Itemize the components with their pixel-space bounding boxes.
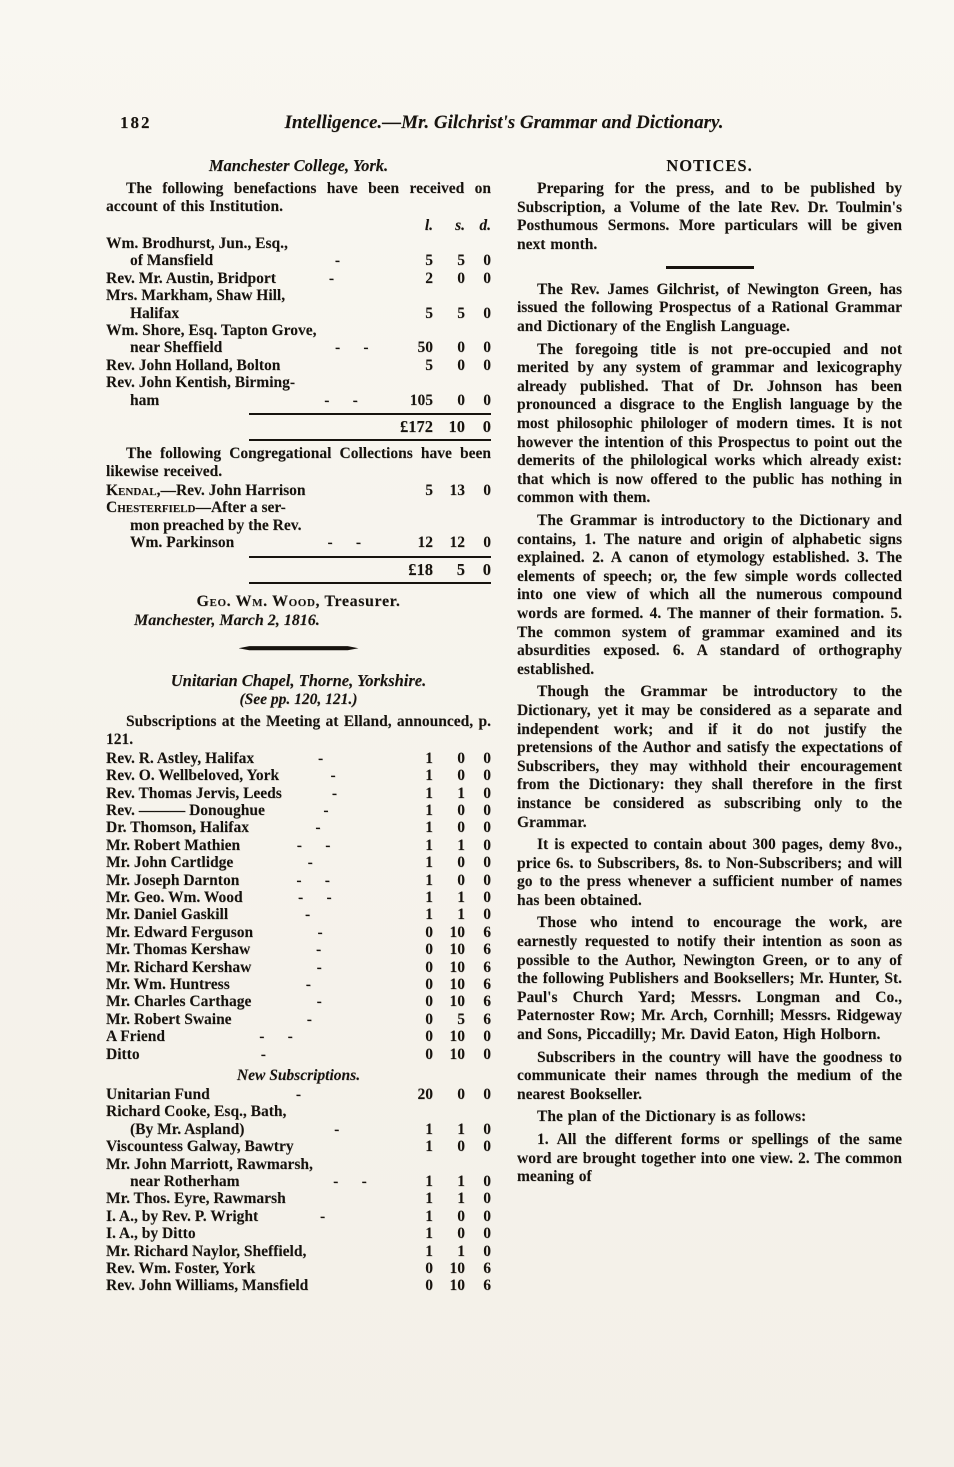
dash-leader: -	[334, 1120, 340, 1138]
amount-pence: 0	[483, 1242, 491, 1260]
body-paragraph: The Rev. James Gilchrist, of Newington Green, has issued the following Prospectus of a Rational Grammar and Dictionary of the English Language.	[517, 280, 902, 336]
amount-shillings: 1	[457, 784, 465, 802]
table-row	[106, 1190, 491, 1207]
body-paragraph: The Grammar is introductory to the Dictionary and contains, 1. The nature and origin of alphabetic signs explained. 2. A canon of etymology established. 3. The elements of speech; or, the few simple words collected into one view of which all the numerous compound words are formed. 4. The manner of their formation. 5. The common system of grammar examined and its absurdities exposed. 6. A standard of orthography established.	[517, 512, 902, 678]
dash-leader: -	[315, 819, 321, 837]
dash-leader: -	[317, 749, 324, 767]
amount-shillings: 0	[457, 1138, 465, 1156]
amount-pence: 0	[483, 252, 491, 270]
collection-name: Kendal,—Rev. John Harrison	[106, 482, 306, 500]
amount-pounds: 20	[417, 1086, 433, 1103]
table-row	[106, 750, 491, 767]
collection-name: Chesterfield—After a ser- mon preached by the Rev. Wm. Parkinson	[106, 499, 302, 552]
amount-shillings: 1	[457, 836, 465, 854]
amount-pence: 0	[483, 356, 491, 374]
amount-shillings: 5	[457, 1010, 465, 1028]
dash-leader: - -	[259, 1028, 293, 1046]
subscriber-name: Rev. Wm. Foster, York	[106, 1260, 256, 1278]
table-row	[106, 802, 491, 819]
subscriber-name: Mr. Daniel Gaskill	[106, 906, 229, 924]
amount-pounds: 1	[425, 836, 433, 854]
amount-pounds: 1	[425, 1138, 433, 1156]
total-pence: 0	[482, 559, 491, 579]
amount-pounds: 2	[425, 269, 433, 287]
dash-leader: -	[316, 993, 322, 1011]
section-heading-manchester-college: Manchester College, York.	[208, 156, 389, 175]
body-paragraph: The foregoing title is not pre-occupied and not merited by any system of grammar and lexicography already published. That of Dr. Johnson has been pronounced a disgrace to the English language by the most philosophic philologer of modern times. It is not however the intention of this Prospectus to point out the demerits of the philological works which already exist: that which is now offered to the public has nothing in common with them.	[517, 340, 902, 507]
amount-pence: 0	[483, 871, 491, 889]
amount-shillings: 1	[457, 906, 465, 924]
subscriber-name: Ditto	[106, 1045, 140, 1063]
benefactor-name: Rev. John Holland, Bolton	[106, 356, 281, 374]
dash-leader: -	[331, 784, 337, 802]
dash-leader: -	[316, 941, 322, 959]
notice-divider	[666, 266, 754, 269]
dash-leader: -	[320, 1207, 326, 1225]
amount-pence: 6	[483, 1260, 491, 1278]
table-row	[106, 976, 491, 993]
amount-pence: 0	[483, 801, 491, 819]
amount-shillings: 10	[449, 1260, 465, 1278]
amount-pounds: 1	[425, 1190, 433, 1208]
benefactor-name: Mrs. Markham, Shaw Hill, Halifax	[106, 287, 286, 322]
amount-pence: 0	[483, 1045, 491, 1063]
table-row	[106, 854, 491, 871]
table-row	[106, 499, 491, 551]
chapel-intro: Subscriptions at the Meeting at Elland, announced, p. 121.	[106, 712, 491, 748]
subscriber-name: Rev. R. Astley, Halifax	[106, 749, 255, 767]
amount-shillings: 0	[457, 1086, 465, 1103]
table-row	[106, 924, 491, 941]
amount-shillings: 10	[449, 923, 465, 941]
dateline: Manchester, March 2, 1816.	[134, 611, 320, 629]
subscriber-name: Mr. John Marriott, Rawmarsh, near Rotherham	[106, 1155, 313, 1191]
amount-pence: 6	[483, 1010, 491, 1028]
amount-pence: 0	[483, 1190, 491, 1208]
amount-shillings: 0	[457, 339, 465, 357]
amount-shillings: 1	[457, 1120, 465, 1138]
dash-leader: - -	[296, 871, 330, 889]
table-row	[106, 1086, 491, 1103]
treasurer-signature: Geo. Wm. Wood, Treasurer.	[196, 592, 401, 610]
amount-pounds: 105	[409, 391, 433, 409]
amount-pence: 0	[483, 854, 491, 872]
subscriber-name: Mr. Edward Ferguson	[106, 923, 254, 941]
dash-leader: -	[317, 923, 323, 941]
amount-pounds: 12	[417, 534, 433, 552]
two-column-layout	[0, 134, 954, 1295]
amount-shillings: 0	[457, 269, 465, 287]
benefactor-name: Rev. Mr. Austin, Bridport	[106, 269, 276, 287]
table-row	[106, 1260, 491, 1277]
amount-pounds: 0	[425, 1028, 433, 1046]
total-pounds: £18	[408, 559, 433, 579]
subscriber-name: Dr. Thomson, Halifax	[106, 819, 249, 837]
amount-pence: 0	[483, 906, 491, 924]
amount-shillings: 0	[457, 854, 465, 872]
table-row	[106, 482, 491, 499]
amount-pounds: 1	[425, 906, 433, 924]
amount-pounds: 0	[425, 1260, 433, 1278]
pence-col-label: d.	[479, 217, 491, 234]
amount-pounds: 1	[425, 1207, 433, 1225]
dash-leader: - -	[334, 339, 369, 357]
table-row	[106, 322, 491, 357]
running-title: Intelligence.—Mr. Gilchrist's Grammar and Dictionary.	[284, 112, 724, 133]
amount-shillings: 10	[449, 993, 465, 1011]
table-row	[106, 819, 491, 836]
dash-leader: -	[307, 854, 313, 872]
amount-pence: 0	[483, 767, 491, 785]
table-row	[106, 837, 491, 854]
amount-shillings: 0	[457, 391, 465, 409]
table-row	[106, 270, 491, 287]
amount-shillings: 5	[457, 252, 465, 270]
dash-leader: - -	[298, 888, 332, 906]
amount-shillings: 13	[449, 482, 465, 500]
body-paragraph: The plan of the Dictionary is as follows:	[537, 1108, 807, 1126]
right-column	[517, 156, 902, 1295]
benefactor-name: Wm. Shore, Esq. Tapton Grove, near Sheffield	[106, 322, 317, 357]
table-row	[106, 872, 491, 889]
table-row	[106, 959, 491, 976]
amount-pence: 0	[483, 784, 491, 802]
table-row	[106, 993, 491, 1010]
amount-shillings: 0	[457, 801, 465, 819]
gilchrist-prospectus	[517, 281, 902, 1187]
subscriber-name: Mr. Thos. Eyre, Rawmarsh	[106, 1190, 286, 1208]
currency-column-header	[106, 218, 491, 233]
subscriber-name: Mr. Charles Carthage	[106, 993, 252, 1011]
total-pence: 0	[482, 417, 491, 437]
amount-shillings: 0	[457, 871, 465, 889]
table-row	[106, 374, 491, 409]
pounds-col-label: l.	[424, 217, 433, 234]
amount-pounds: 0	[425, 993, 433, 1011]
table-row	[106, 785, 491, 802]
table-row	[106, 287, 491, 322]
amount-shillings: 10	[449, 941, 465, 959]
table-row	[106, 1243, 491, 1260]
dash-leader: -	[328, 269, 335, 287]
amount-pence: 0	[483, 534, 491, 552]
amount-pounds: 1	[425, 749, 433, 767]
amount-pence: 0	[483, 819, 491, 837]
subscriber-name: Mr. Geo. Wm. Wood	[106, 888, 243, 906]
dash-leader: -	[295, 1086, 301, 1103]
dash-leader: -	[323, 801, 329, 819]
page-number: 182	[120, 113, 152, 132]
amount-pounds: 0	[425, 1277, 433, 1295]
body-paragraph: Subscribers in the country will have the goodness to communicate their names through the medium of the nearest Bookseller.	[517, 1048, 902, 1103]
amount-pence: 0	[483, 888, 491, 906]
subscriber-name: Mr. Wm. Huntress	[106, 975, 230, 993]
amount-shillings: 5	[457, 304, 465, 322]
subscriber-name: Mr. Robert Swaine	[106, 1010, 232, 1028]
subscriber-name: Mr. Joseph Darnton	[106, 871, 240, 889]
amount-shillings: 0	[457, 819, 465, 837]
subscriber-name: Richard Cooke, Esq., Bath, (By Mr. Aspland)	[106, 1103, 287, 1138]
amount-pence: 6	[483, 975, 491, 993]
amount-shillings: 10	[449, 975, 465, 993]
amount-pence: 6	[483, 923, 491, 941]
amount-pence: 0	[483, 1028, 491, 1046]
table-row	[106, 1103, 491, 1138]
amount-pence: 0	[483, 1120, 491, 1138]
table-row	[106, 889, 491, 906]
amount-shillings: 0	[457, 1207, 465, 1225]
subscriber-name: Mr. Robert Mathien	[106, 836, 241, 854]
amount-shillings: 1	[457, 888, 465, 906]
amount-pounds: 0	[425, 1045, 433, 1063]
collections-total	[249, 556, 491, 584]
amount-pounds: 1	[425, 1225, 433, 1243]
amount-pence: 0	[483, 1086, 491, 1103]
college-intro: The following benefactions have been received on account of this Institution.	[106, 180, 491, 215]
table-row	[106, 941, 491, 958]
amount-pounds: 5	[425, 252, 433, 270]
amount-pence: 6	[483, 993, 491, 1011]
table-row	[106, 1208, 491, 1225]
body-paragraph: Those who intend to encourage the work, are earnestly requested to notify their intention as soon as possible to the Author, Newington Green, or to any of the following Publishers and Booksellers; Mr. Hunter, St. Paul's Church Yard; Messrs. Longman and Co., Paternoster Row; Mr. Arch, Cornhill; Messrs. Ridgeway and Sons, Piccadilly; Mr. David Eaton, High Holborn.	[517, 914, 902, 1044]
table-row	[106, 767, 491, 784]
subscriber-name: Rev. ——— Donoughue	[106, 801, 265, 819]
benefactions-table	[106, 235, 491, 409]
running-head	[106, 0, 902, 134]
subscriber-name: Mr. Richard Kershaw	[106, 958, 252, 976]
amount-pence: 0	[483, 304, 491, 322]
amount-pounds: 1	[425, 801, 433, 819]
amount-shillings: 0	[457, 749, 465, 767]
amount-pounds: 5	[425, 304, 433, 322]
section-heading-unitarian-chapel: Unitarian Chapel, Thorne, Yorkshire.	[170, 670, 427, 690]
collections-table	[106, 482, 491, 552]
benefactor-name: Wm. Brodhurst, Jun., Esq., of Mansfield	[106, 235, 288, 270]
table-row	[106, 357, 491, 374]
dash-leader: - -	[296, 836, 331, 854]
amount-pence: 0	[483, 1138, 491, 1156]
amount-shillings: 1	[457, 1173, 465, 1191]
dash-leader: - -	[327, 534, 362, 552]
amount-pence: 0	[483, 836, 491, 854]
amount-pence: 6	[483, 1277, 491, 1295]
table-row	[106, 1046, 491, 1063]
congregational-intro: The following Congregational Collections have been likewise received.	[106, 445, 491, 481]
table-row	[106, 1138, 491, 1155]
subscriber-name: I. A., by Ditto	[106, 1225, 196, 1243]
dash-leader: -	[260, 1045, 266, 1063]
amount-pence: 0	[483, 1173, 491, 1191]
amount-pence: 0	[483, 482, 491, 500]
amount-pounds: 1	[425, 888, 433, 906]
amount-pounds: 50	[417, 339, 433, 357]
amount-pounds: 1	[425, 819, 433, 837]
table-row	[106, 1011, 491, 1028]
amount-shillings: 10	[449, 1277, 465, 1295]
amount-pounds: 0	[425, 941, 433, 959]
new-subscriptions-heading: New Subscriptions.	[236, 1067, 361, 1084]
amount-pounds: 1	[425, 1120, 433, 1138]
subscriber-name: Mr. John Cartlidge	[106, 854, 234, 872]
subscriber-name: I. A., by Rev. P. Wright	[106, 1207, 259, 1225]
amount-pounds: 5	[425, 482, 433, 500]
total-shillings: 5	[456, 559, 465, 579]
table-row	[106, 1225, 491, 1242]
amount-shillings: 0	[457, 767, 465, 785]
new-subscriptions-table	[106, 1086, 491, 1295]
dash-leader: - -	[324, 391, 358, 409]
amount-pounds: 0	[425, 923, 433, 941]
subscriber-name: Mr. Richard Naylor, Sheffield,	[106, 1242, 307, 1260]
shillings-col-label: s.	[455, 217, 465, 234]
dash-leader: -	[330, 767, 336, 785]
subscriber-name: Rev. John Williams, Mansfield	[106, 1277, 309, 1295]
amount-pounds: 0	[425, 975, 433, 993]
amount-pence: 0	[483, 1225, 491, 1243]
section-divider	[239, 646, 359, 651]
amount-pounds: 1	[425, 871, 433, 889]
table-row	[106, 235, 491, 270]
body-paragraph: 1. All the different forms or spellings of the same word are brought together into one view. 2. The common meaning of	[517, 1131, 902, 1186]
amount-shillings: 10	[449, 1045, 465, 1063]
table-row	[106, 1028, 491, 1045]
subscriber-name: A Friend	[106, 1028, 165, 1046]
total-shillings: 10	[448, 417, 465, 437]
amount-shillings: 10	[449, 958, 465, 976]
amount-shillings: 1	[457, 1242, 465, 1260]
subscriber-name: Mr. Thomas Kershaw	[106, 941, 251, 959]
subscriber-name: Rev. Thomas Jervis, Leeds	[106, 784, 282, 802]
amount-pounds: 1	[425, 854, 433, 872]
body-paragraph: It is expected to contain about 300 pages, demy 8vo., price 6s. to Subscribers, 8s. to Non-Subscribers; and will go to the press whenever a sufficient number of names has been obtained.	[517, 836, 902, 909]
amount-pounds: 1	[425, 1173, 433, 1191]
see-page-reference: (See pp. 120, 121.)	[239, 690, 358, 708]
subscriber-name: Rev. O. Wellbeloved, York	[106, 767, 280, 785]
dash-leader: -	[334, 252, 341, 270]
amount-shillings: 12	[449, 534, 465, 552]
amount-pounds: 1	[425, 767, 433, 785]
amount-shillings: 0	[457, 356, 465, 374]
amount-shillings: 1	[457, 1190, 465, 1208]
subscriber-name: Unitarian Fund	[106, 1086, 210, 1103]
table-row	[106, 1156, 491, 1191]
amount-pence: 0	[483, 391, 491, 409]
dash-leader: -	[316, 958, 322, 976]
amount-pence: 0	[483, 1207, 491, 1225]
body-paragraph: Though the Grammar be introductory to the Dictionary, yet it may be considered as a separate and independent work; and if it do not justify the pretensions of the Author and satisfy the expectations of Subscribers, they may withhold their encouragement from the Dictionary: they shall therefore in the first instance be considered as subscribing only to the Grammar.	[517, 683, 902, 831]
amount-pounds: 0	[425, 958, 433, 976]
amount-shillings: 0	[457, 1225, 465, 1243]
benefactor-name: Rev. John Kentish, Birming- ham	[106, 374, 296, 409]
amount-pounds: 5	[425, 356, 433, 374]
amount-pounds: 0	[425, 1010, 433, 1028]
dash-leader: -	[306, 1010, 312, 1028]
left-column	[106, 156, 491, 1295]
dash-leader: - -	[333, 1173, 367, 1191]
amount-pounds: 1	[425, 784, 433, 802]
amount-pence: 0	[483, 749, 491, 767]
dash-leader: -	[304, 906, 311, 924]
amount-pence: 0	[483, 269, 491, 287]
notices-heading: NOTICES.	[666, 156, 753, 175]
notice-paragraph: Preparing for the press, and to be published by Subscription, a Volume of the late Rev. Dr. Toulmin's Posthumous Sermons. More particulars will be given next month.	[517, 180, 902, 253]
amount-shillings: 10	[449, 1028, 465, 1046]
amount-pounds: 1	[425, 1242, 433, 1260]
table-row	[106, 906, 491, 923]
subscriptions-table	[106, 750, 491, 1063]
dash-leader: -	[305, 975, 311, 993]
total-pounds: £172	[400, 417, 433, 437]
benefactions-total	[249, 413, 491, 441]
amount-pence: 6	[483, 941, 491, 959]
amount-pence: 6	[483, 958, 491, 976]
amount-pence: 0	[483, 339, 491, 357]
table-row	[106, 1277, 491, 1294]
subscriber-name: Viscountess Galway, Bawtry	[106, 1138, 294, 1156]
